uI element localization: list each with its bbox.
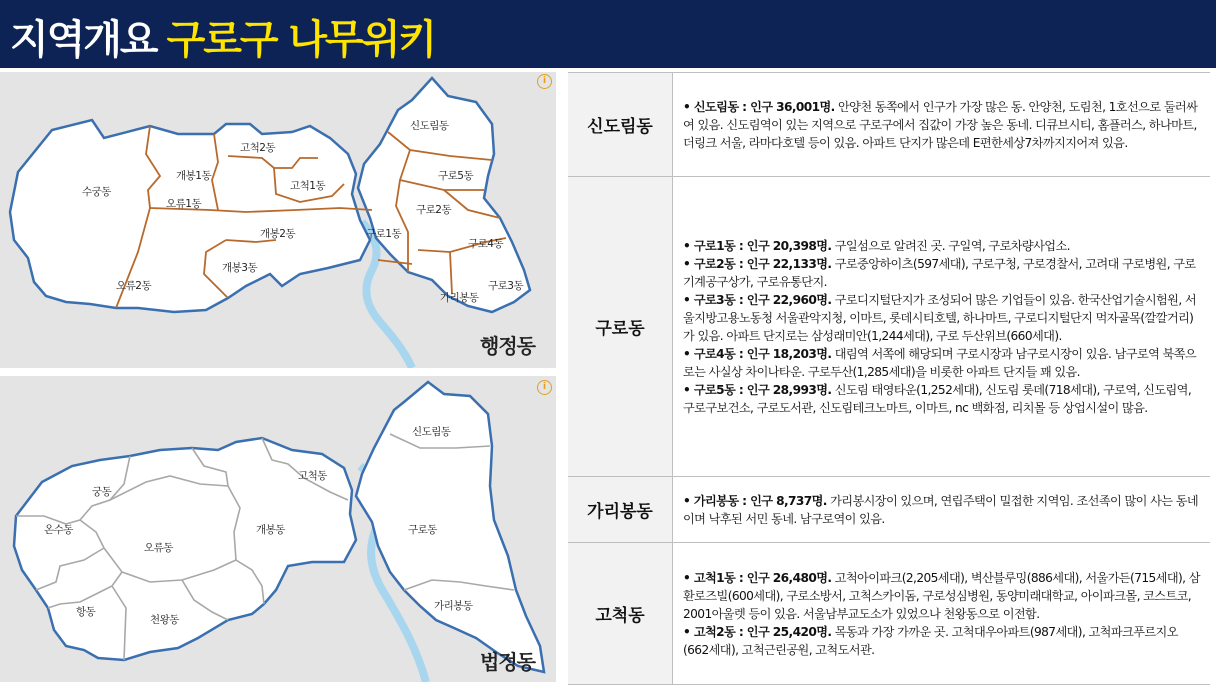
row-name-cell: 구로동: [568, 177, 673, 477]
item-text: 구로중앙하이츠(597세대), 구로구청, 구로경찰서, 고려대 구로병원, 구로기계공구상가, 구로유통단지.: [683, 256, 1196, 289]
district-label-gocheok1: 고척1동: [290, 180, 326, 192]
row-description-cell: [673, 477, 1211, 543]
row-description-cell: [673, 73, 1211, 177]
header-bar: [0, 0, 1216, 68]
title-yellow-part: 구로구 나무위키: [166, 17, 435, 63]
table-row: [568, 177, 1210, 477]
item-text: 대림역 서쪽에 해당되며 구로시장과 남구로시장이 있음. 남구로역 북쪽으로는 사실상 차이나타운. 구로두산(1,285세대)을 비롯한 아파트 단지들 꽤 있음.: [683, 346, 1197, 379]
district-label-garibong: 가리봉동: [434, 600, 473, 612]
district-label-guro2: 구로2동: [416, 204, 452, 216]
map-label-admin: 행정동: [480, 334, 535, 358]
district-info-table: [568, 72, 1210, 685]
item-heading: • 구로3동 : 인구 22,960명.: [683, 292, 832, 307]
district-label-cheonwang: 천왕동: [150, 614, 179, 626]
map-label-legal: 법정동: [480, 650, 535, 674]
description-item: [683, 98, 1202, 152]
district-label-gocheok2: 고척2동: [240, 142, 276, 154]
description-item: [683, 237, 1202, 255]
item-heading: • 구로2동 : 인구 22,133명.: [683, 256, 832, 271]
title-white-part: 지역개요: [10, 17, 157, 63]
row-description-cell: [673, 177, 1211, 477]
table-row: [568, 477, 1210, 543]
district-label-guro1: 구로1동: [366, 228, 402, 240]
admin-map-graphic: [0, 72, 556, 368]
item-heading: • 구로4동 : 인구 18,203명.: [683, 346, 832, 361]
district-label-gaebong2: 개봉2동: [260, 228, 296, 240]
district-label-gaebong3: 개봉3동: [222, 262, 258, 274]
item-text: 목동과 가장 가까운 곳. 고척대우아파트(987세대), 고척파크푸르지오(662세대), 고척근린공원, 고척도서관.: [683, 624, 1178, 657]
table-row: [568, 73, 1210, 177]
item-heading: • 구로5동 : 인구 28,993명.: [683, 382, 832, 397]
info-icon[interactable]: i: [537, 74, 552, 89]
description-item: [683, 381, 1202, 417]
district-label-guro: 구로동: [408, 524, 437, 536]
district-label-gaebong1: 개봉1동: [176, 170, 212, 182]
item-heading: • 고척2동 : 인구 25,420명.: [683, 624, 832, 639]
district-label-oryu: 오류동: [144, 542, 173, 554]
district-label-hang: 항동: [76, 606, 96, 618]
item-text: 가리봉시장이 있으며, 연립주택이 밀접한 지역임. 조선족이 많이 사는 동네이며 낙후된 서민 동네. 남구로역이 있음.: [683, 493, 1199, 526]
district-label-gaebong: 개봉동: [256, 524, 285, 536]
west-region-outline: [10, 120, 370, 312]
description-item: [683, 345, 1202, 381]
item-heading: • 구로1동 : 인구 20,398명.: [683, 238, 832, 253]
district-label-gurodong5: 구로5동: [438, 170, 474, 182]
description-item: [683, 291, 1202, 345]
info-icon[interactable]: i: [537, 380, 552, 395]
description-item: [683, 255, 1202, 291]
table-row: [568, 543, 1210, 685]
district-label-guro3: 구로3동: [488, 280, 524, 292]
item-text: 구로디지털단지가 조성되어 많은 기업들이 있음. 한국산업기술시험원, 서울지방고용노동청 서울관악지청, 이마트, 롯데시티호텔, 하나마트, 구로디지털단지 먹자골목(깔깔거리)가 있음. 아파트 단지로는 삼성래미안(1,244세대), 구로 두산위브(660세대).: [683, 292, 1197, 343]
description-item: [683, 492, 1202, 528]
item-heading: • 가리봉동 : 인구 8,737명.: [683, 493, 827, 508]
district-label-oryu1: 오류1동: [166, 198, 202, 210]
district-label-onsu: 온수동: [44, 524, 73, 536]
row-description-cell: [673, 543, 1211, 685]
item-heading: • 신도림동 : 인구 36,001명.: [683, 99, 835, 114]
district-label-gung: 궁동: [92, 486, 112, 498]
row-name-cell: 신도림동: [568, 73, 673, 177]
district-label-guro4: 구로4동: [468, 238, 504, 250]
east-region-outline: [358, 78, 530, 312]
item-text: 구일섬으로 알려진 곳. 구일역, 구로차량사업소.: [831, 238, 1070, 253]
item-text: 안양천 동쪽에서 인구가 가장 많은 동. 안양천, 도림천, 1호선으로 둘러싸여 있음. 신도림역이 있는 지역으로 구로구에서 집값이 가장 높은 동네. 디큐브시티, 홈플러스, 하나마트, 더링크 서울, 라마다호텔 등이 있음. 아파트 단지가 많은데 E편한세상7차까지지어져 있음.: [683, 99, 1198, 150]
row-name-cell: 가리봉동: [568, 477, 673, 543]
district-label-sugung: 수궁동: [82, 186, 111, 198]
row-name-cell: 고척동: [568, 543, 673, 685]
admin-district-map: [0, 72, 556, 368]
item-heading: • 고척1동 : 인구 26,480명.: [683, 570, 832, 585]
description-item: [683, 623, 1202, 659]
item-text: 신도림 태영타운(1,252세대), 신도림 롯데(718세대), 구로역, 신도림역, 구로구보건소, 구로도서관, 신도림테크노마트, 이마트, nc 백화점, 리치몰 등 상업시설이 많음.: [683, 382, 1192, 415]
district-label-sindorim: 신도림동: [410, 120, 449, 132]
district-label-sindorim: 신도림동: [412, 426, 451, 438]
item-text: 고척아이파크(2,205세대), 벽산블루밍(886세대), 서울가든(715세대), 삼환로즈빌(600세대), 구로소방서, 고척스카이돔, 구로성심병원, 동양미래대학교, 아이파크몰, 코스트코, 2001아울렛 등이 있음. 서울남부교도소가 있었으나 천왕동으로 이전함.: [683, 570, 1200, 621]
district-label-oryu2: 오류2동: [116, 280, 152, 292]
district-label-garibong: 가리봉동: [440, 292, 479, 304]
legal-district-map: [0, 376, 556, 682]
district-label-gocheok: 고척동: [298, 470, 327, 482]
description-item: [683, 569, 1202, 623]
page-title: [10, 8, 435, 65]
